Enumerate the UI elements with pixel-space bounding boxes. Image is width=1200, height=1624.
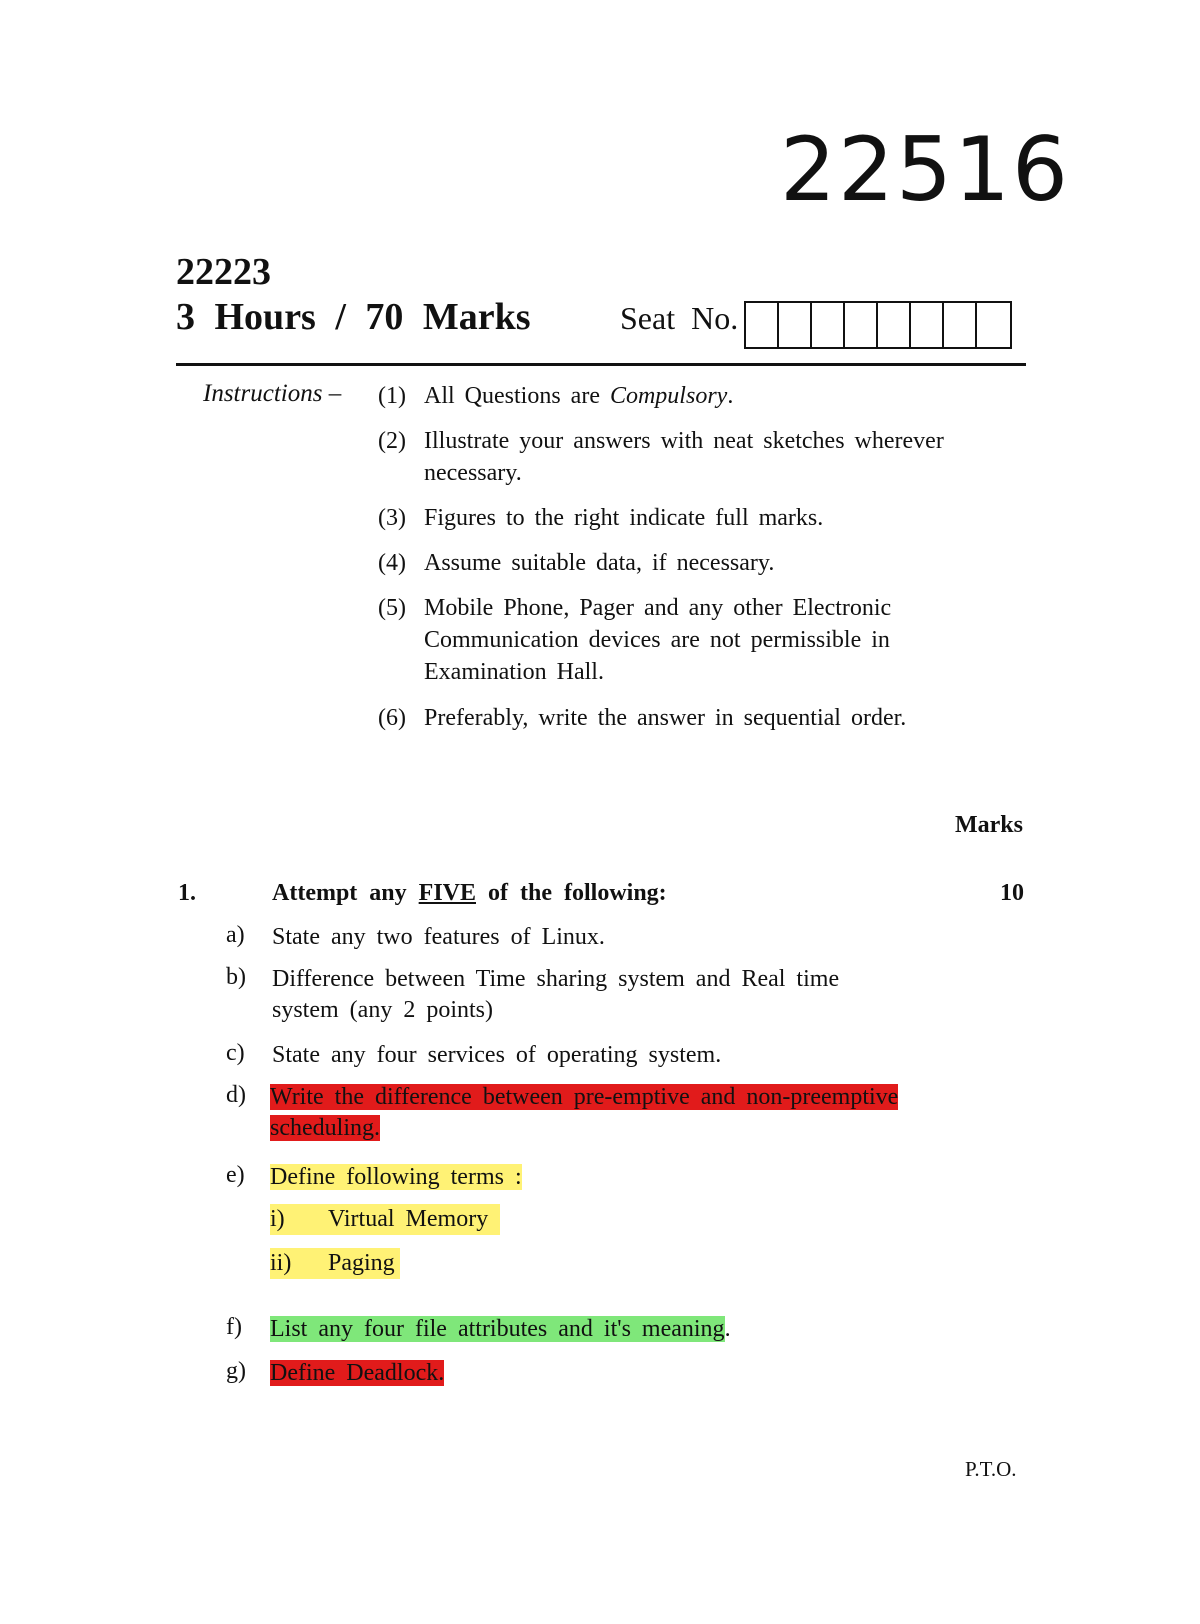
sub-question-text — [270, 1358, 444, 1389]
instruction-text: Preferably, write the answer in sequential order. — [424, 705, 907, 731]
please-turn-over: P.T.O. — [965, 1457, 1017, 1481]
term-item — [270, 1248, 400, 1279]
seat-box[interactable] — [977, 303, 1010, 347]
instruction-text: Figures to the right indicate full marks. — [424, 505, 824, 531]
highlighted-text: Define Deadlock. — [270, 1360, 445, 1386]
term-item — [270, 1204, 500, 1235]
seat-box[interactable] — [746, 303, 779, 347]
instruction-number: (2) — [378, 428, 406, 454]
seat-number-label: Seat No. — [620, 300, 739, 336]
seat-box[interactable] — [812, 303, 845, 347]
seat-box[interactable] — [845, 303, 878, 347]
sub-question-text: State any two features of Linux. — [272, 924, 605, 950]
instruction-number: (3) — [378, 505, 406, 531]
sub-question-letter: a) — [226, 922, 245, 948]
sub-question-text: List any four file attributes and it's meaning. — [270, 1316, 731, 1342]
sub-question-letter: d) — [226, 1082, 246, 1108]
highlighted-text: Define following terms : — [270, 1164, 522, 1190]
instructions-label: Instructions – — [203, 380, 342, 407]
highlighted-text: Write the difference between pre-emptive and non-preemptive scheduling. — [270, 1084, 899, 1141]
marks-column-heading: Marks — [955, 812, 1023, 838]
duration-marks: 3 Hours / 70 Marks — [176, 296, 531, 338]
highlighted-term: i) Virtual Memory — [270, 1204, 500, 1235]
question-text: Attempt any FIVE of the following: — [272, 880, 667, 906]
instruction-number: (5) — [378, 595, 406, 621]
seat-box[interactable] — [878, 303, 911, 347]
instruction-text: Mobile Phone, Pager and any other Electronic Communication devices are not permissible in Examination Hall. — [424, 595, 892, 685]
sub-question-letter: g) — [226, 1358, 246, 1384]
sub-question-text: Difference between Time sharing system and Real time system (any 2 points) — [272, 966, 840, 1023]
question-number: 1. — [178, 880, 196, 906]
sub-question-letter: e) — [226, 1162, 245, 1188]
instruction-text: Assume suitable data, if necessary. — [424, 550, 775, 576]
header-divider — [176, 363, 1026, 366]
seat-number-boxes[interactable] — [744, 301, 1012, 349]
sub-question-text — [270, 1082, 960, 1144]
highlighted-term: ii) Paging — [270, 1248, 400, 1279]
sub-question-letter: f) — [226, 1314, 242, 1340]
seat-box[interactable] — [779, 303, 812, 347]
highlighted-text: List any four file attributes and it's meaning — [270, 1316, 725, 1342]
seat-box[interactable] — [911, 303, 944, 347]
paper-code: 22516 — [780, 118, 1070, 221]
instruction-text: All Questions are Compulsory. — [424, 383, 734, 409]
seat-box[interactable] — [944, 303, 977, 347]
sub-question-text — [270, 1162, 522, 1193]
instruction-number: (1) — [378, 383, 406, 409]
sub-question-letter: b) — [226, 964, 246, 990]
sub-question-letter: c) — [226, 1040, 245, 1066]
instruction-number: (4) — [378, 550, 406, 576]
question-marks: 10 — [1000, 880, 1024, 906]
subject-code: 22223 — [176, 251, 271, 293]
instruction-number: (6) — [378, 705, 406, 731]
instruction-text: Illustrate your answers with neat sketches wherever necessary. — [424, 428, 944, 486]
sub-question-text: State any four services of operating system. — [272, 1042, 722, 1068]
